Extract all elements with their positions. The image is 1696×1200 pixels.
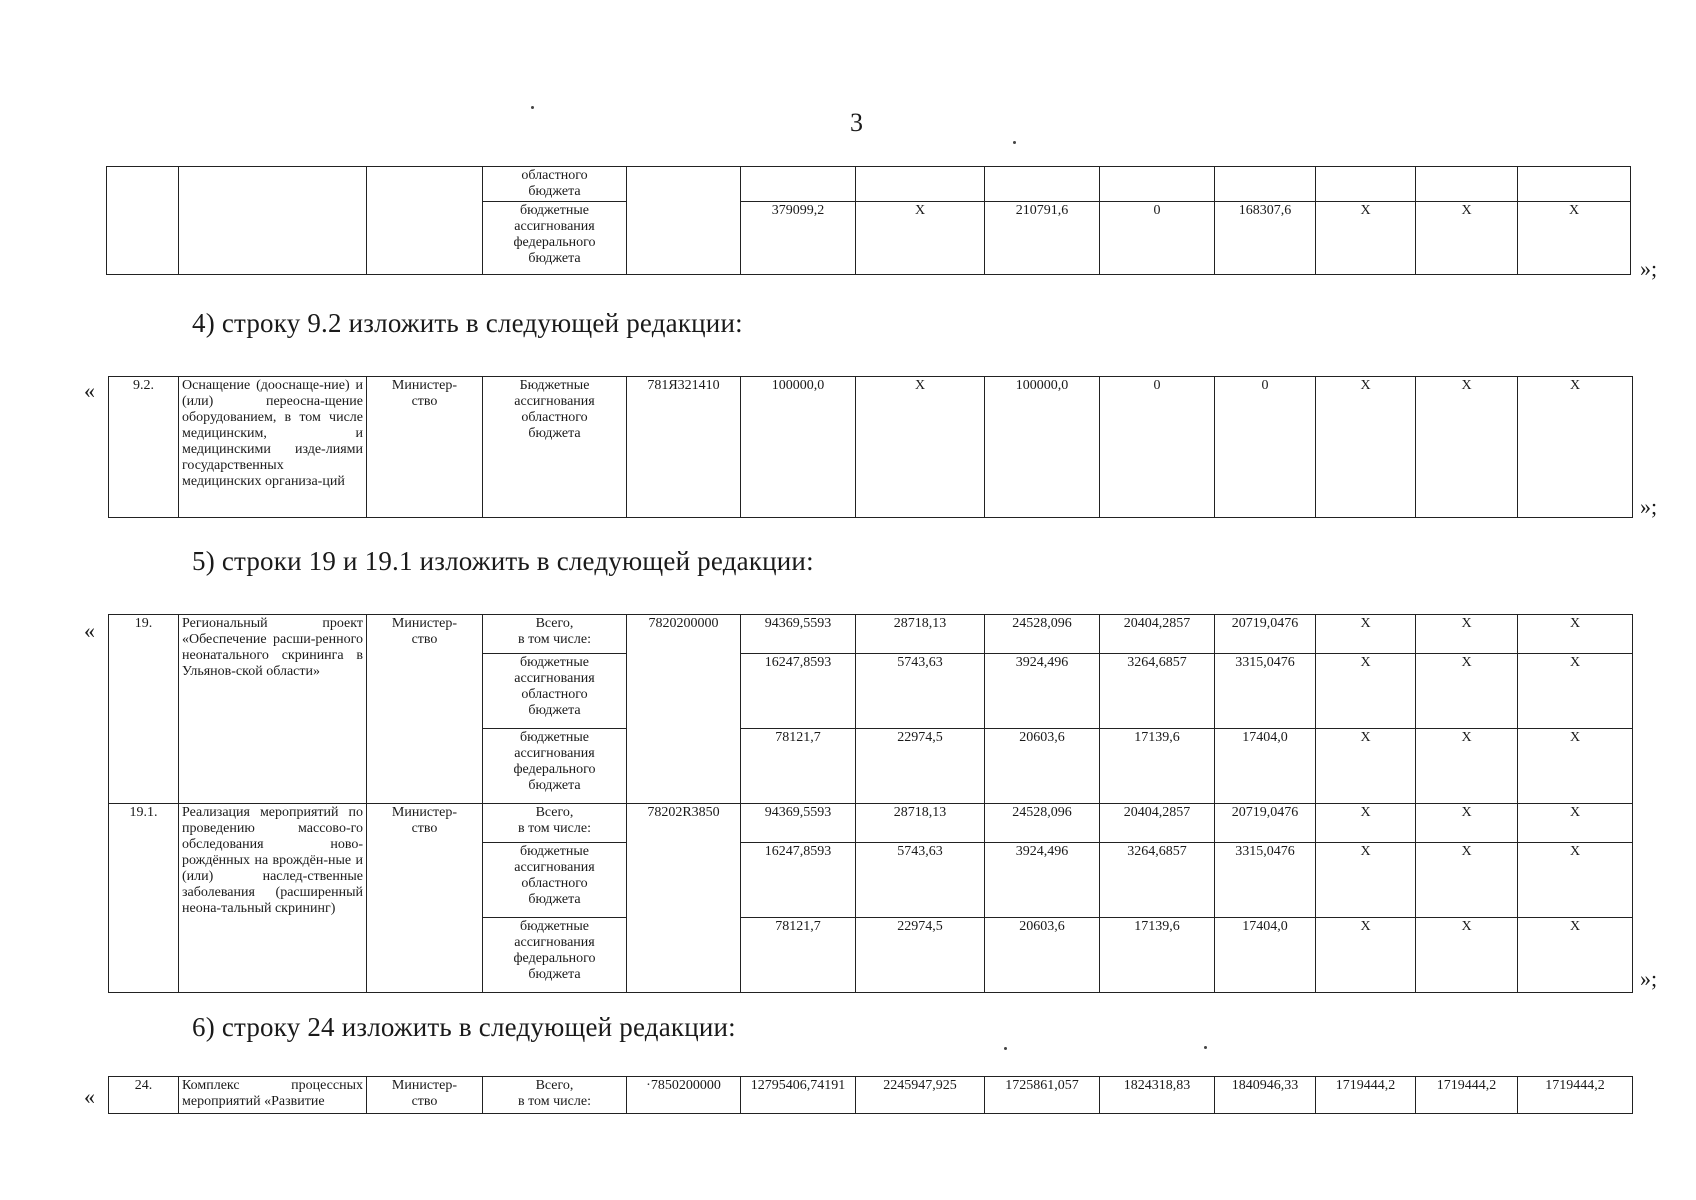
value-cell: 379099,2 (741, 202, 856, 275)
value-cell: 0 (1100, 377, 1215, 518)
name-cell: Комплекс процессных мероприятий «Развитие (179, 1077, 367, 1114)
executor-cell: Министер- ство (367, 1077, 483, 1114)
value-cell: 17404,0 (1215, 729, 1316, 804)
value-cell: X (1316, 654, 1416, 729)
name-cell: Региональный проект «Обеспечение расши-ренного неонатального скрининга в Ульянов-ской области» (179, 615, 367, 804)
value-cell: 5743,63 (856, 843, 985, 918)
value-cell: X (1316, 918, 1416, 993)
closing-quote: »; (1640, 494, 1658, 519)
value-cell: X (1518, 804, 1633, 843)
value-cell: X (1316, 804, 1416, 843)
value-cell: 210791,6 (985, 202, 1100, 275)
section-6-heading: 6) строку 24 изложить в следующей редакции: (192, 1012, 736, 1042)
value-cell: 1719444,2 (1518, 1077, 1633, 1114)
code-cell (627, 167, 741, 275)
funding-type-cell: бюджетные ассигнования областного бюджета (483, 843, 627, 918)
code-cell: 78202R3850 (627, 804, 741, 993)
value-cell: 20404,2857 (1100, 615, 1215, 654)
opening-quote: « (84, 378, 95, 403)
executor-cell: Министер- ство (367, 377, 483, 518)
section-5-heading: 5) строки 19 и 19.1 изложить в следующей редакции: (192, 546, 814, 576)
value-cell: X (1316, 202, 1416, 275)
value-cell: 94369,5593 (741, 615, 856, 654)
funding-type-cell: Бюджетные ассигнования областного бюджета (483, 377, 627, 518)
section-4-heading: 4) строку 9.2 изложить в следующей редакции: (192, 308, 743, 338)
value-cell: X (1316, 843, 1416, 918)
table-rows-19 (108, 614, 1633, 993)
value-cell: 12795406,74191 (741, 1077, 856, 1114)
table-row-9-2 (108, 376, 1633, 518)
value-cell: 16247,8593 (741, 654, 856, 729)
scan-speck (1004, 1047, 1007, 1050)
value-cell: X (1416, 654, 1518, 729)
value-cell: 100000,0 (741, 377, 856, 518)
name-cell: Реализация мероприятий по проведению массово-го обследования ново-рождённых на врождён-ные и (или) наслед-ственные заболевания (расширенный неона-тальный скрининг) (179, 804, 367, 993)
value-cell: X (1416, 729, 1518, 804)
value-cell (741, 167, 856, 202)
value-cell: 24528,096 (985, 804, 1100, 843)
value-cell: 17139,6 (1100, 918, 1215, 993)
value-cell: X (1518, 843, 1633, 918)
closing-quote: »; (1640, 256, 1658, 281)
funding-type-cell: бюджетные ассигнования областного бюджета (483, 654, 627, 729)
code-cell: ·7850200000 (627, 1077, 741, 1114)
value-cell: X (1316, 729, 1416, 804)
value-cell: 22974,5 (856, 729, 985, 804)
value-cell (985, 167, 1100, 202)
value-cell: 20719,0476 (1215, 804, 1316, 843)
page-number: 3 (850, 108, 863, 137)
num-cell: 19. (109, 615, 179, 804)
funding-type-cell: бюджетные ассигнования федерального бюджета (483, 918, 627, 993)
code-cell: 7820200000 (627, 615, 741, 804)
value-cell: X (1518, 918, 1633, 993)
value-cell: X (1518, 729, 1633, 804)
value-cell: 17404,0 (1215, 918, 1316, 993)
value-cell: 28718,13 (856, 804, 985, 843)
value-cell: X (856, 377, 985, 518)
executor-cell (367, 167, 483, 275)
value-cell (1518, 167, 1631, 202)
value-cell: X (1416, 918, 1518, 993)
value-cell: X (1416, 377, 1518, 518)
table-continuation (106, 166, 1631, 275)
value-cell (856, 167, 985, 202)
executor-cell: Министер- ство (367, 615, 483, 804)
value-cell: 20719,0476 (1215, 615, 1316, 654)
code-cell: 781Я321410 (627, 377, 741, 518)
funding-type-cell: бюджетные ассигнования федерального бюджета (483, 729, 627, 804)
value-cell: 5743,63 (856, 654, 985, 729)
value-cell: X (856, 202, 985, 275)
closing-quote: »; (1640, 966, 1658, 991)
value-cell: X (1518, 202, 1631, 275)
executor-cell: Министер- ство (367, 804, 483, 993)
value-cell: 3315,0476 (1215, 843, 1316, 918)
value-cell: 3924,496 (985, 843, 1100, 918)
scan-speck (531, 106, 534, 109)
value-cell: 0 (1215, 377, 1316, 518)
value-cell: X (1518, 615, 1633, 654)
value-cell: 2245947,925 (856, 1077, 985, 1114)
funding-type-cell: областного бюджета (483, 167, 627, 202)
num-cell: 24. (109, 1077, 179, 1114)
value-cell: X (1518, 654, 1633, 729)
value-cell: 1719444,2 (1316, 1077, 1416, 1114)
funding-type-cell: Всего, в том числе: (483, 1077, 627, 1114)
table-row-24 (108, 1076, 1633, 1114)
value-cell: 1725861,057 (985, 1077, 1100, 1114)
value-cell: X (1518, 377, 1633, 518)
value-cell: 78121,7 (741, 918, 856, 993)
value-cell: 20603,6 (985, 918, 1100, 993)
value-cell (1416, 167, 1518, 202)
value-cell (1100, 167, 1215, 202)
num-cell: 9.2. (109, 377, 179, 518)
value-cell: 1840946,33 (1215, 1077, 1316, 1114)
name-cell: Оснащение (дооснаще-ние) и (или) переосна-щение оборудованием, в том числе медицинским, и медицинскими изде-лиями государственных медицинских организа-ций (179, 377, 367, 518)
value-cell: 3924,496 (985, 654, 1100, 729)
value-cell: 1824318,83 (1100, 1077, 1215, 1114)
value-cell: 20603,6 (985, 729, 1100, 804)
value-cell: 94369,5593 (741, 804, 856, 843)
value-cell: X (1316, 615, 1416, 654)
scan-speck (1204, 1046, 1207, 1049)
value-cell: X (1416, 804, 1518, 843)
value-cell: 100000,0 (985, 377, 1100, 518)
value-cell: 16247,8593 (741, 843, 856, 918)
value-cell: X (1416, 615, 1518, 654)
value-cell: 3315,0476 (1215, 654, 1316, 729)
funding-type-cell: Всего, в том числе: (483, 804, 627, 843)
value-cell: 168307,6 (1215, 202, 1316, 275)
num-cell (107, 167, 179, 275)
funding-type-cell: бюджетные ассигнования федерального бюджета (483, 202, 627, 275)
value-cell: X (1416, 843, 1518, 918)
value-cell (1316, 167, 1416, 202)
value-cell: 78121,7 (741, 729, 856, 804)
opening-quote: « (84, 1084, 95, 1109)
value-cell: 1719444,2 (1416, 1077, 1518, 1114)
scan-speck (1013, 141, 1016, 144)
value-cell: 0 (1100, 202, 1215, 275)
value-cell: 3264,6857 (1100, 843, 1215, 918)
value-cell: 17139,6 (1100, 729, 1215, 804)
value-cell: 3264,6857 (1100, 654, 1215, 729)
value-cell: X (1316, 377, 1416, 518)
value-cell: 20404,2857 (1100, 804, 1215, 843)
opening-quote: « (84, 618, 95, 643)
value-cell: 24528,096 (985, 615, 1100, 654)
value-cell: X (1416, 202, 1518, 275)
funding-type-cell: Всего, в том числе: (483, 615, 627, 654)
name-cell (179, 167, 367, 275)
value-cell: 28718,13 (856, 615, 985, 654)
num-cell: 19.1. (109, 804, 179, 993)
value-cell (1215, 167, 1316, 202)
value-cell: 22974,5 (856, 918, 985, 993)
